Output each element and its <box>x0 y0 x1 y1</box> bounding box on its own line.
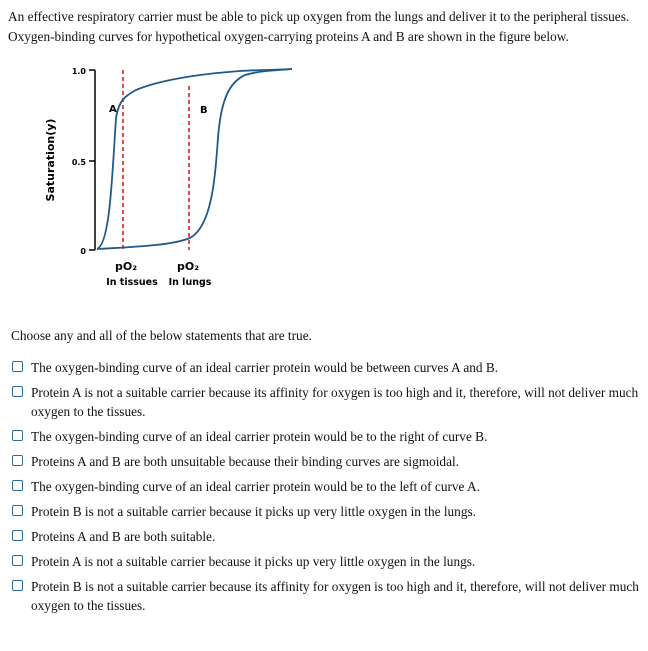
question-line-2: Oxygen-binding curves for hypothetical oxygen-carrying proteins A and B are shown in the figure below. <box>8 29 569 44</box>
option-8[interactable] <box>12 552 644 571</box>
x-sublabel-lungs: In lungs <box>168 277 212 288</box>
option-5[interactable] <box>12 477 644 496</box>
checkbox-3[interactable] <box>12 430 23 441</box>
x-label-tissues-po2: pO₂ <box>114 260 138 273</box>
checkbox-4[interactable] <box>12 455 23 466</box>
checkbox-8[interactable] <box>12 555 23 566</box>
option-9[interactable] <box>12 577 644 615</box>
instruction-text: Choose any and all of the below statements that are true. <box>11 328 312 343</box>
answer-options <box>12 358 644 621</box>
option-1-label: The oxygen-binding curve of an ideal carrier protein would be between curves A and B. <box>31 360 499 375</box>
x-label-lungs-po2: pO₂ <box>176 260 200 273</box>
y-tick-label-1: 1.0 <box>71 67 86 76</box>
option-8-label: Protein A is not a suitable carrier because it picks up very little oxygen in the lungs. <box>31 554 476 569</box>
curve-a-label: A <box>109 104 117 115</box>
curve-a <box>97 69 292 249</box>
option-4[interactable] <box>12 452 644 471</box>
option-6-label: Protein B is not a suitable carrier because it picks up very little oxygen in the lungs. <box>31 504 476 519</box>
option-7[interactable] <box>12 527 644 546</box>
checkbox-5[interactable] <box>12 480 23 491</box>
option-4-label: Proteins A and B are both unsuitable because their binding curves are sigmoidal. <box>31 454 459 469</box>
y-axis-label: Saturation(y) <box>44 118 57 202</box>
option-2-label: Protein A is not a suitable carrier because its affinity for oxygen is too high and it, therefore, will not deliver much oxygen to the tissues. <box>31 385 639 419</box>
oxygen-binding-chart <box>40 58 310 298</box>
y-tick-label-0: 0 <box>80 247 86 256</box>
option-1[interactable] <box>12 358 644 377</box>
checkbox-2[interactable] <box>12 386 23 397</box>
option-2[interactable] <box>12 383 644 421</box>
oxygen-binding-figure <box>40 58 310 298</box>
checkbox-7[interactable] <box>12 530 23 541</box>
y-tick-label-05: 0.5 <box>71 158 86 167</box>
checkbox-9[interactable] <box>12 580 23 591</box>
option-7-label: Proteins A and B are both suitable. <box>31 529 216 544</box>
question-line-1: An effective respiratory carrier must be able to pick up oxygen from the lungs and deliver it to the peripheral tissues. <box>8 9 630 24</box>
option-3[interactable] <box>12 427 644 446</box>
checkbox-1[interactable] <box>12 361 23 372</box>
x-sublabel-tissues: In tissues <box>106 277 158 288</box>
option-6[interactable] <box>12 502 644 521</box>
checkbox-6[interactable] <box>12 505 23 516</box>
option-5-label: The oxygen-binding curve of an ideal carrier protein would be to the left of curve A. <box>31 479 480 494</box>
option-9-label: Protein B is not a suitable carrier because its affinity for oxygen is too high and it, therefore, will not deliver much oxygen to the tissues. <box>31 579 639 613</box>
curve-b-label: B <box>200 105 208 116</box>
question-text <box>8 7 640 47</box>
option-3-label: The oxygen-binding curve of an ideal carrier protein would be to the right of curve B. <box>31 429 488 444</box>
